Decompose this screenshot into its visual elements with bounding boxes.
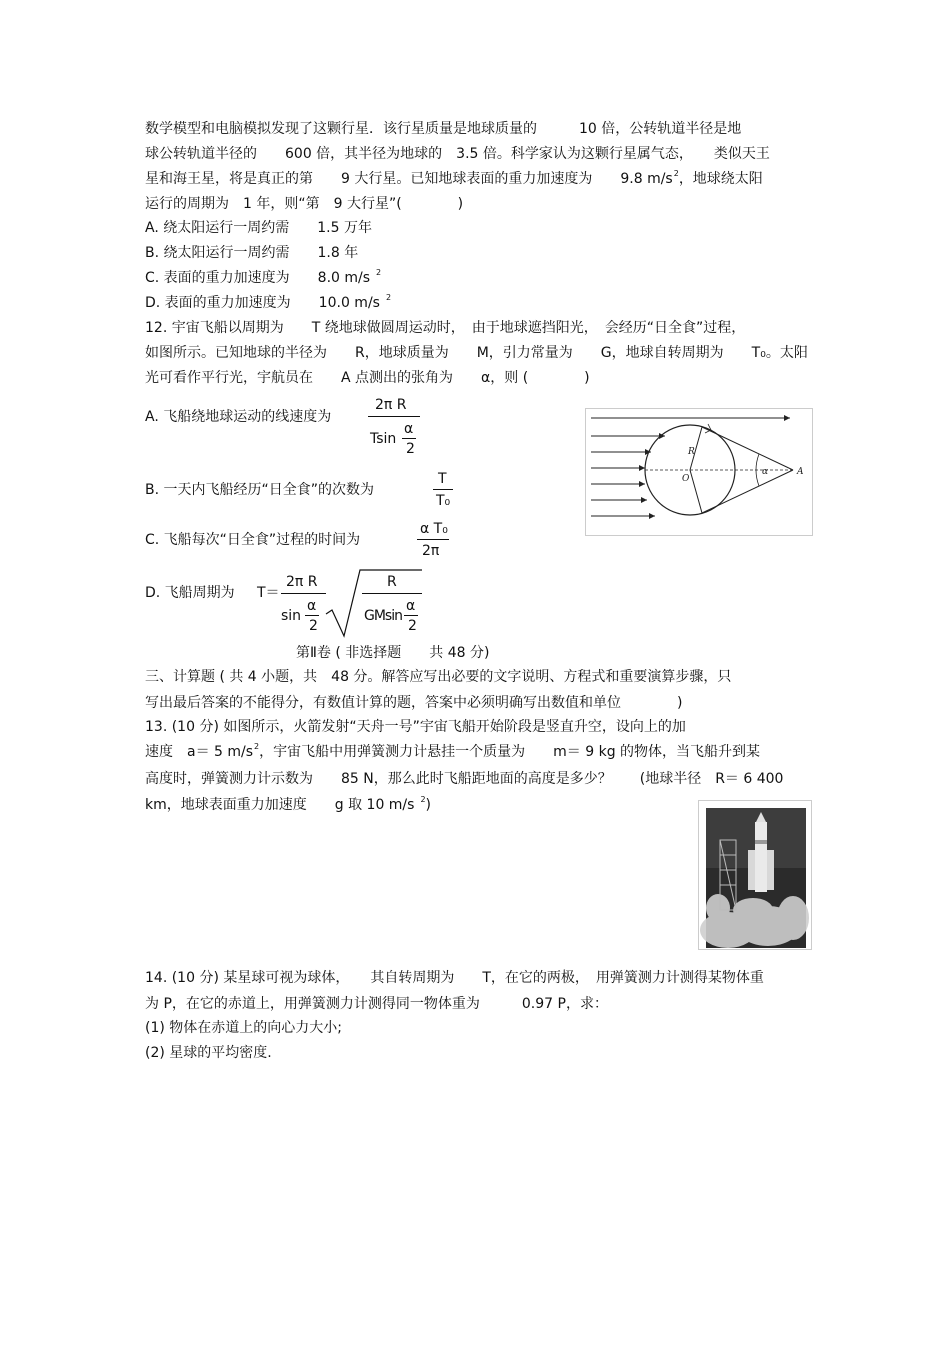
- q13-line-3: 高度时，弹簧测力计示数为 85 N，那么此时飞船距地面的高度是多少？ (地球半径 R＝ 6 400: [145, 771, 784, 787]
- q14-line-3: (1) 物体在赤道上的向心力大小;: [145, 1020, 342, 1036]
- label-o: O: [682, 474, 690, 484]
- superscript: 2: [254, 742, 260, 751]
- formula-d-two: 2: [309, 618, 318, 634]
- fraction-bar: [402, 438, 416, 439]
- formula-d-r: R: [387, 574, 397, 590]
- q11-option-c: [145, 268, 381, 290]
- q13-line-2-text: 速度 a＝ 5 m/s: [145, 744, 254, 760]
- q11-option-d-text: D. 表面的重力加速度为 10.0 m/s: [145, 295, 380, 311]
- q12-option-a: A. 飞船绕地球运动的线速度为: [145, 409, 332, 425]
- q12-line-2: 如图所示。已知地球的半径为 R，地球质量为 M，引力常量为 G，地球自转周期为 T₀。太阳: [145, 345, 808, 361]
- formula-d-gmsin: GMsin: [364, 608, 402, 624]
- formula-a-denominator: Tsin: [370, 431, 397, 447]
- fraction-bar: [417, 539, 449, 540]
- fraction-bar: [281, 593, 326, 594]
- fraction-bar: [368, 416, 420, 417]
- q12-option-c: C. 飞船每次“日全食”过程的时间为: [145, 532, 361, 548]
- q12-option-b: B. 一天内飞船经历“日全食”的次数为: [145, 482, 375, 498]
- formula-c-numerator: α T₀: [420, 521, 448, 537]
- formula-a-numerator: 2π R: [375, 397, 407, 413]
- q11-line-2: 球公转轨道半径的 600 倍，其半径为地球的 3.5 倍。科学家认为这颗行星属气态， 类似天王: [145, 146, 770, 162]
- fraction-bar: [305, 615, 319, 616]
- fraction-bar: [433, 489, 453, 490]
- superscript: 2: [673, 169, 679, 178]
- q11-option-a: A. 绕太阳运行一周约需 1.5 万年: [145, 220, 372, 236]
- part2-instructions-1: 三、计算题 ( 共 4 小题，共 48 分。解答应写出必要的文字说明、方程式和重要演算步骤，只: [145, 669, 732, 685]
- superscript: 2: [376, 268, 382, 277]
- formula-d-alpha: α: [307, 598, 317, 614]
- label-r: R: [688, 447, 695, 457]
- part2-title: 第Ⅱ卷 ( 非选择题 共 48 分): [296, 645, 490, 661]
- q11-line-3-tail: ，地球绕太阳: [678, 171, 763, 187]
- q14-line-2: 为 P，在它的赤道上，用弹簧测力计测得同一物体重为 0.97 P，求：: [145, 996, 608, 1012]
- formula-d-two-2: 2: [408, 618, 417, 634]
- label-a: A: [797, 467, 804, 477]
- formula-a-two: 2: [406, 441, 415, 457]
- q14-line-4: (2) 星球的平均密度.: [145, 1045, 272, 1061]
- eclipse-diagram: [585, 408, 813, 536]
- formula-d-sin: sin: [281, 608, 302, 624]
- q11-line-3-text: 星和海王星，将是真正的第 9 大行星。已知地球表面的重力加速度为 9.8 m/s: [145, 171, 673, 187]
- q11-line-1: 数学模型和电脑模拟发现了这颗行星．该行星质量是地球质量的 10 倍，公转轨道半径是地: [145, 121, 742, 137]
- fraction-bar: [362, 593, 422, 594]
- q13-line-1: 13. (10 分) 如图所示，火箭发射“天舟一号”宇宙飞船开始阶段是竖直升空，设向上的加: [145, 719, 686, 735]
- label-alpha: α: [762, 467, 769, 477]
- rocket-launch-photo: [698, 800, 812, 950]
- formula-d-alpha-2: α: [406, 598, 416, 614]
- q13-line-2-tail: ，宇宙飞船中用弹簧测力计悬挂一个质量为 m＝ 9 kg 的物体，当飞船升到某: [259, 744, 761, 760]
- q13-line-2: [145, 742, 760, 764]
- q11-line-4: 运行的周期为 1 年，则“第 9 大行星”( ): [145, 196, 464, 212]
- q12-line-3: 光可看作平行光，宇航员在 A 点测出的张角为 α，则 ( ): [145, 370, 590, 386]
- formula-a-alpha: α: [404, 421, 414, 437]
- superscript: 2: [385, 293, 392, 302]
- q13-line-4: [145, 795, 431, 817]
- superscript: 2: [420, 795, 426, 804]
- part2-instructions-2: 写出最后答案的不能得分，有数值计算的题，答案中必须明确写出数值和单位 ): [145, 695, 683, 711]
- q14-line-1: 14. (10 分) 某星球可视为球体， 其自转周期为 T，在它的两极， 用弹簧测力计测得某物体重: [145, 970, 764, 986]
- q11-line-3: [145, 169, 763, 191]
- q13-line-4-text: km，地球表面重力加速度 g 取 10 m/s: [145, 797, 415, 813]
- formula-d-t: T＝: [257, 585, 280, 601]
- formula-b-denominator: T₀: [436, 493, 451, 509]
- formula-b-numerator: T: [438, 471, 447, 487]
- q11-option-c-text: C. 表面的重力加速度为 8.0 m/s: [145, 270, 371, 286]
- fraction-bar: [404, 615, 418, 616]
- q12-option-d: D. 飞船周期为: [145, 585, 235, 601]
- q12-line-1: 12. 宇宙飞船以周期为 T 绕地球做圆周运动时， 由于地球遮挡阳光， 会经历“日全食”过程，: [145, 320, 746, 336]
- q11-option-d: [145, 293, 391, 315]
- formula-d-numerator: 2π R: [286, 574, 318, 590]
- q13-line-4-tail: ): [425, 797, 432, 813]
- formula-c-denominator: 2π: [422, 543, 440, 559]
- q11-option-b: B. 绕太阳运行一周约需 1.8 年: [145, 245, 359, 261]
